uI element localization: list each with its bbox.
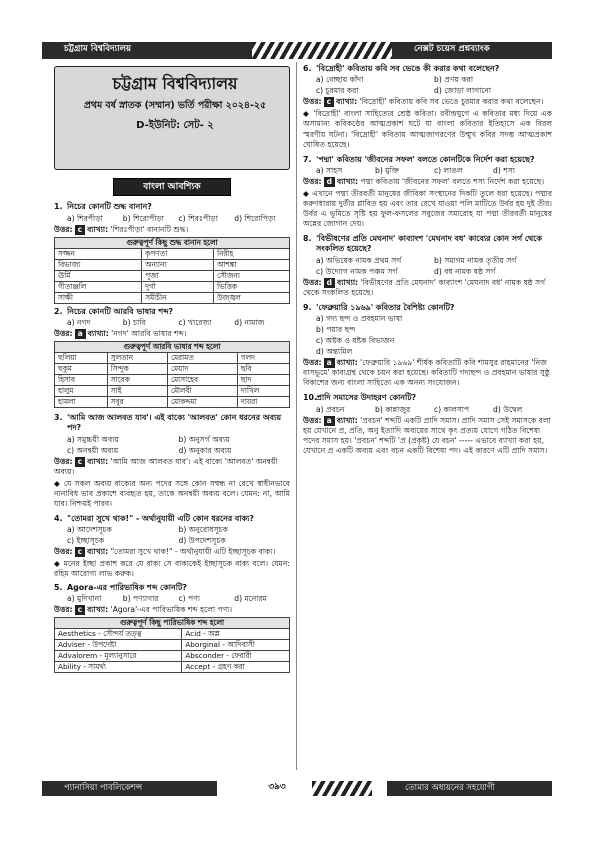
option-c: c) অনন্বয়ী অব্যয় — [67, 445, 119, 455]
footer-stripes — [312, 781, 372, 796]
info-table: গুরুত্বপূর্ণ কিছু শুদ্ধ বানান হলো সজ্জন কৃপণতা নিরীহ বিভাজ্য অন্যান্য আশঙ্কা ঊর্মি পূজা সৌজন্য গীতাঞ্জলি দুর্গা ভিত্তিক সাক্ষী সমীচীন উজ্জ্বল — [54, 237, 290, 304]
option-c: c) শিরঃপীড়া — [178, 213, 218, 223]
option-b: b) প্রণয় করা — [434, 75, 474, 85]
header-right: নেক্সট চয়েস প্রশ্নব্যাংক — [392, 42, 552, 59]
option-d: d) বধ নামক ষষ্ঠ সর্গ — [434, 266, 496, 276]
title-line-2: প্রথম বর্ষ স্নাতক (সম্মান) ভর্তি পরীক্ষা ২০২৪-২৫ — [83, 100, 267, 112]
info-table: গুরুত্বপূর্ণ কিছু পারিভাষিক শব্দ হলো Aesthetics - সৌন্দর্য তত্ত্ব Acid - অম্ল Adviser - উপদেষ্টা Aborginal - আদিবাসী Advalorem - মূল্যানুসারে Absconder - ফেরারী Ability - সামর্থ্য Accept - গ্রহণ করা — [54, 617, 290, 673]
option-a: a) শিরপীড়া — [67, 213, 103, 223]
option-d: d) শিরোপিড়া — [234, 213, 276, 223]
note: ◆ 'বিদ্রোহী' বাংলা সাহিত্যের শ্রেষ্ঠ কবিতা। রবীন্দ্রযুগে এ কবিতার মধ্য দিয়ে এক অসামান্য কবিকণ্ঠের আত্মপ্রকাশ ঘটে যা বাংলা কবিতার ইতিহাসে এক বিরল স্মরণীয় ঘটনা। 'বিদ্রোহী' কবিতায় আত্মজাগরণের উন্মুখ কবির সদম্ভ আত্মপ্রকাশ ঘোষিত হয়েছে। — [303, 109, 552, 149]
question-text: 9. 'ফেব্রুয়ারি ১৯৬৯' কবিতার বৈশিষ্ট্য কোনটি? — [303, 302, 455, 312]
options — [54, 594, 290, 604]
options — [303, 314, 552, 357]
note: ◆ যে সকল অব্যয় বাক্যের অন্য পদের সঙ্গে কোন সম্বন্ধ না রেখে স্বাধীনভাবে নানাবিধ ভাব প্রকাশে ব্যবহৃত হয়, তাকে অনন্বয়ী অব্যয় বলে। যেমন: না, আমি যাব। নিশ্চয়ই পারব। — [54, 478, 290, 508]
option-b: b) অনুরোধসূচক — [178, 525, 228, 535]
column-divider — [296, 62, 297, 770]
option-a: a) নগদ — [67, 318, 91, 328]
question-text: 5. Agora-এর পারিভাষিক শব্দ কোনটি? — [54, 582, 187, 592]
question-text: 6. 'বিদ্রোহী' কবিতায় কবি সব ভেঙে কী করার কথা বলেছেন? — [303, 64, 500, 73]
option-d: d) অন্ত্যমিল — [316, 347, 353, 357]
options — [54, 214, 290, 224]
options — [303, 405, 552, 415]
option-a: a) সমুচ্চয়ী অব্যয় — [67, 434, 119, 444]
options — [303, 256, 552, 277]
question-text: 3. 'আমি আজ আলবত যাব'। এই বাক্যে 'আলবত' কোন ধরনের অব্যয় পদ? — [54, 413, 281, 433]
options — [54, 525, 290, 546]
answer: উত্তর: c ব্যাখ্যা: 'শিরঃপীড়া' বানানটি শুদ্ধ। — [54, 224, 189, 234]
question-9 — [303, 303, 552, 389]
answer: উত্তর: d ব্যাখ্যা: 'বিভীষণের প্রতি মেঘনাদ' কাব্যাংশ 'মেঘনাদ বধ' নামক ষষ্ঠ সর্গ থেকে সংকলিত হয়েছে। — [303, 277, 546, 297]
option-b: b) চাবি — [122, 318, 146, 328]
footer-publisher: প্যানাসিয়া পাবলিকেশন্স — [42, 781, 217, 796]
option-d: d) অনুকার অব্যয় — [178, 445, 232, 455]
option-a: a) অভিষেক নামক প্রথম সর্গ — [316, 255, 402, 265]
option-c: c) কালসাপ — [434, 404, 470, 414]
answer: উত্তর: a ব্যাখ্যা: 'প্রবচন' শব্দটি একটি প্রাদি সমাস। প্রাদি সমাস সেই সমাসকে বলা হয় যেখানে প্র, প্রতি, অনু ইত্যাদি অব্যয়ের সাথে কৃৎ প্রত্যয় যোগে গঠিত বিশেষ্য পদের সমাস হয়। 'প্রবচন' শব্দটি 'প্র (প্রকৃষ্ট) যে বচন' ----- এভাবে ব্যাখ্যা করা হয়, যেখানে প্র একটি অব্যয় এবং বচন একটি বিশেষ্য পদ। এই কারণে এটি প্রাদি সমাস। — [303, 415, 551, 455]
option-d: d) মনোরম — [234, 593, 267, 603]
page-header — [42, 42, 552, 59]
header-left: চট্টগ্রাম বিশ্ববিদ্যালয় — [42, 42, 252, 59]
question-2 — [54, 307, 290, 408]
info-table: গুরুত্বপূর্ণ আরবি ভাষার শব্দ হলো হুলিয়া সুলতান মেরামত গলদ হুকুম সিন্দুক মেয়াদ ছবি হিসাব সাবেক মোসাহেব ছাদ হালুম সাই মৌলবী দাখিল হামলা সবুর মোকদ্দমা দায়রা — [54, 341, 290, 408]
option-b: b) মুক্তি — [375, 165, 399, 175]
question-text: 4. "তোমরা সুখে থাক!" - অর্থানুযায়ী এটি কোন ধরনের বাক্য? — [54, 514, 254, 523]
question-7 — [303, 155, 552, 230]
option-b: b) শিরোপীড়া — [122, 213, 164, 223]
right-column — [303, 64, 552, 456]
question-text: 7. 'পদ্মা' কবিতায় 'জীবনের সফল' বলতে কোনটিকে নির্দেশ করা হয়েছে? — [303, 154, 535, 164]
options — [54, 318, 290, 328]
title-box — [54, 66, 290, 170]
option-a: a) মুদিখানা — [67, 593, 102, 603]
option-d: d) উপদেশসূচক — [178, 536, 226, 546]
answer: উত্তর: a ব্যাখ্যা: 'ফেব্রুয়ারি ১৯৬৯' শীর্ষক কবিতাটি কবি শামসুর রাহমানের 'নিজ বাসভূমে' কাব্যগ্রন্থ থেকে চয়ন করা হয়েছে। কবিতাটি গদ্যছন্দ ও প্রবহমান ভাষার সুষ্ঠু বিকাশের জন্য বাংলা সাহিত্যে এক অনন্য সংযোজন। — [303, 358, 550, 388]
options — [303, 75, 552, 96]
question-8 — [303, 234, 552, 298]
option-a: a) সাহস — [316, 165, 343, 175]
option-c: c) উদ্যোগ নামক পঞ্চম সর্গ — [316, 266, 398, 276]
question-text: 10.প্রাদি সমাসের উদাহরণ কোনটি? — [303, 393, 417, 403]
question-5 — [54, 583, 290, 673]
option-a: a) বেচ্ছায় কাঁদা — [316, 75, 364, 85]
option-d: d) নামাজ — [234, 318, 265, 328]
option-d: d) শস্য — [493, 165, 515, 175]
answer: উত্তর: c ব্যাখ্যা: "তোমরা সুখে থাক!" - অর্থানুযায়ী এটি ইচ্ছাসূচক বাক্য। — [54, 547, 276, 557]
option-b: b) সমাগম নামক তৃতীয় সর্গ — [434, 255, 517, 265]
note: ◆ মনের ইচ্ছা প্রকাশ করে যে বাক্য সে বাক্যকেই ইচ্ছাসূচক বাক্য বলে। যেমন: রহিম আরোগ্য লাভ করুক। — [54, 559, 290, 579]
answer: উত্তর: c ব্যাখ্যা: 'আমি আজ আলবত যাব'। এই বাক্যে 'আলবত' অনন্বয়ী অব্যয়। — [54, 456, 278, 476]
option-c: c) চুরমার করা — [316, 86, 359, 96]
question-3 — [54, 413, 290, 509]
question-text: 8. 'বিভীষণের প্রতি মেঘনাদ' কাব্যাংশ 'মেঘনাদ বধ' কাব্যের কোন সর্গ থেকে সংকলিত হয়েছে? — [303, 234, 542, 254]
left-column — [54, 64, 290, 673]
page-number: ৩৯৩ — [268, 782, 286, 792]
option-b: b) পয়ার ছন্দ — [316, 325, 356, 335]
question-1 — [54, 202, 290, 303]
option-d: d) উদ্বেল — [493, 404, 523, 414]
option-a: a) আদেশসূচক — [67, 525, 112, 535]
title-line-1: চট্টগ্রাম বিশ্ববিদ্যালয় — [112, 74, 238, 93]
question-4 — [54, 514, 290, 580]
header-stripes — [252, 42, 392, 59]
option-c: c) লাঙল — [434, 165, 463, 175]
option-c: c) খারেজা — [178, 318, 212, 328]
option-c: c) পণ্য — [178, 593, 201, 603]
option-b: b) অনুসর্গ অব্যয় — [178, 434, 230, 444]
page-footer — [42, 781, 552, 796]
answer: উত্তর: d ব্যাখ্যা: পদ্মা কবিতায় 'জীবনের সফল' বলতে শস্য নির্দেশ করা হয়েছে। — [303, 176, 545, 186]
title-line-3: D-ইউনিট: সেট- ২ — [136, 119, 214, 131]
question-text: 2. নিচের কোনটি আরবি ভাষার শব্দ? — [54, 306, 174, 316]
option-d: d) জোড়া লাগানো — [434, 86, 492, 96]
question-text: 1. নিচের কোনটি শুদ্ধ বানান? — [54, 202, 152, 212]
option-a: a) প্রবচন — [316, 404, 345, 414]
options — [303, 166, 552, 176]
answer: উত্তর: c ব্যাখ্যা: 'বিদ্রোহী' কবিতায় কবি সব ভেঙে চুরমার করার কথা বলেছেন। — [303, 97, 544, 107]
option-a: a) গদ্য ছন্দ ও প্রবহমান ভাষা — [316, 314, 403, 324]
answer: উত্তর: c ব্যাখ্যা: 'Agora'-এর পারিভাষিক শব্দ হলো পণ্য। — [54, 604, 233, 614]
answer: উত্তর: a ব্যাখ্যা: 'নগদ' আরবি ভাষার শব্দ। — [54, 329, 187, 339]
option-c: c) ইচ্ছাসূচক — [67, 536, 105, 546]
question-6 — [303, 64, 552, 150]
options — [54, 435, 290, 456]
section-title: বাংলা আবশ্যিক — [113, 178, 231, 196]
note: ◆ এখানে পদ্মা তীরবর্তী মানুষের জীবিকা সংস্থানের দিকটি তুলে ধরা হয়েছে। পদ্মার করুণধারায় দুর্তীর প্লাবিত হয় এবং তার রেখে যাওয়া পলি মাটিতে উর্বর হয় দুই তীর। উর্বর এ ভূমিতে সৃষ্টি হয় ফুল-ফসলের সবুজের সমারোহ যা পদ্মা তীরবর্তী মানুষের অন্নের জোগান দেয়। — [303, 188, 552, 229]
option-b: b) কান্নাজুর — [375, 404, 411, 414]
option-b: b) পণ্যাগার — [122, 593, 159, 603]
footer-tagline: তোমার অধ্যয়নের সহযোগী — [387, 781, 552, 796]
question-10 — [303, 393, 552, 456]
option-c: c) অষ্টক ও ষষ্টক বিভাজন — [316, 336, 395, 346]
